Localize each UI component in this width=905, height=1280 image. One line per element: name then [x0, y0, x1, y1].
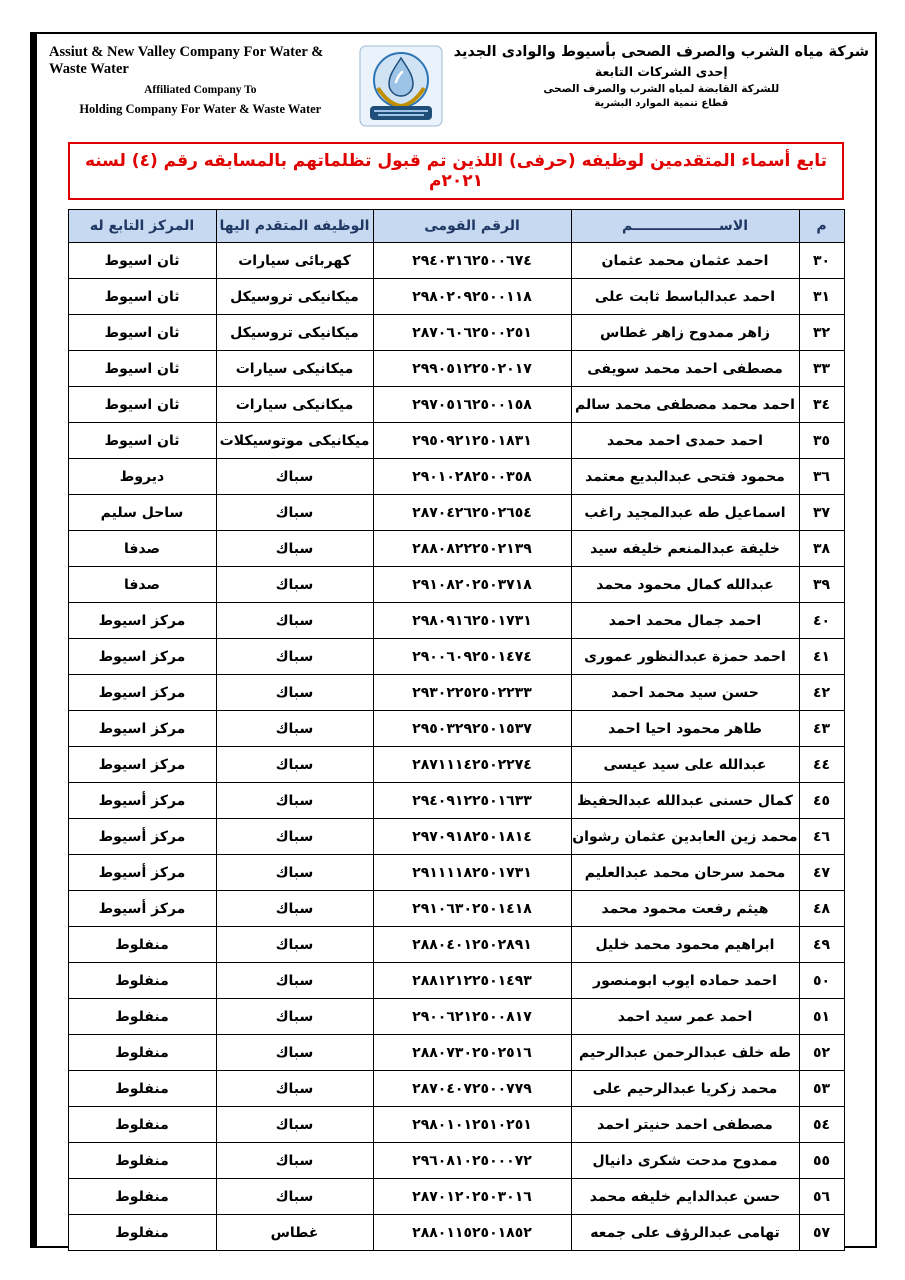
cell-name: احمد حمدى احمد محمد: [571, 423, 799, 459]
cell-job: سباك: [216, 855, 373, 891]
cell-job: كهربائى سيارات: [216, 243, 373, 279]
cell-center: مركز اسيوط: [68, 639, 216, 675]
cell-id: ٢٩٨٠١٠١٢٥١٠٢٥١: [373, 1107, 571, 1143]
cell-no: ٥٦: [799, 1179, 844, 1215]
cell-center: منفلوط: [68, 1179, 216, 1215]
cell-job: ميكانيكى سيارات: [216, 351, 373, 387]
cell-center: مركز اسيوط: [68, 711, 216, 747]
cell-no: ٥٥: [799, 1143, 844, 1179]
table-row: [68, 747, 844, 783]
cell-job: سباك: [216, 1071, 373, 1107]
cell-center: ديروط: [68, 459, 216, 495]
cell-no: ٤٠: [799, 603, 844, 639]
cell-no: ٣٧: [799, 495, 844, 531]
cell-no: ٥٠: [799, 963, 844, 999]
cell-id: ٢٩٩٠٥١٢٢٥٠٢٠١٧: [373, 351, 571, 387]
cell-center: مركز أسيوط: [68, 819, 216, 855]
cell-job: سباك: [216, 963, 373, 999]
cell-job: سباك: [216, 495, 373, 531]
table-row: [68, 495, 844, 531]
applicants-table: [68, 209, 845, 1251]
column-header-number: م: [799, 210, 844, 243]
cell-name: احمد عثمان محمد عثمان: [571, 243, 799, 279]
cell-job: غطاس: [216, 1215, 373, 1251]
cell-no: ٣٩: [799, 567, 844, 603]
cell-id: ٢٩٨٠٢٠٩٢٥٠٠١١٨: [373, 279, 571, 315]
cell-name: محمد زين العابدين عثمان رشوان: [571, 819, 799, 855]
company-name-ar-line3: للشركة القابضة لمياه الشرب والصرف الصحى: [543, 83, 780, 95]
cell-center: مركز أسيوط: [68, 783, 216, 819]
table-row: [68, 855, 844, 891]
cell-no: ٥٣: [799, 1071, 844, 1107]
table-row: [68, 1071, 844, 1107]
cell-center: ثان اسيوط: [68, 243, 216, 279]
cell-center: منفلوط: [68, 999, 216, 1035]
cell-id: ٢٨٧٠٤٢٦٢٥٠٢٦٥٤: [373, 495, 571, 531]
cell-no: ٥٢: [799, 1035, 844, 1071]
cell-no: ٣١: [799, 279, 844, 315]
company-logo: [358, 44, 444, 128]
cell-job: سباك: [216, 747, 373, 783]
cell-no: ٣٠: [799, 243, 844, 279]
cell-id: ٢٩٥٠٩٢١٢٥٠١٨٣١: [373, 423, 571, 459]
cell-id: ٢٩٥٠٣٢٩٢٥٠١٥٣٧: [373, 711, 571, 747]
cell-job: سباك: [216, 927, 373, 963]
table-row: [68, 567, 844, 603]
table-row: [68, 639, 844, 675]
cell-no: ٤١: [799, 639, 844, 675]
cell-center: ثان اسيوط: [68, 387, 216, 423]
cell-job: سباك: [216, 531, 373, 567]
cell-no: ٤٧: [799, 855, 844, 891]
cell-id: ٢٩٠١٠٢٨٢٥٠٠٣٥٨: [373, 459, 571, 495]
cell-no: ٤٣: [799, 711, 844, 747]
cell-id: ٢٨٨٠٨٢٢٢٥٠٢١٣٩: [373, 531, 571, 567]
cell-name: طه خلف عبدالرحمن عبدالرحيم: [571, 1035, 799, 1071]
cell-center: مركز اسيوط: [68, 675, 216, 711]
cell-center: ثان اسيوط: [68, 351, 216, 387]
cell-job: سباك: [216, 1143, 373, 1179]
cell-name: احمد جمال محمد احمد: [571, 603, 799, 639]
cell-no: ٤٦: [799, 819, 844, 855]
cell-name: احمد محمد مصطفى محمد سالم: [571, 387, 799, 423]
cell-no: ٥٧: [799, 1215, 844, 1251]
table-row: [68, 1143, 844, 1179]
table-row: [68, 1107, 844, 1143]
column-header-job: الوظيفه المتقدم اليها: [216, 210, 373, 243]
cell-center: ثان اسيوط: [68, 315, 216, 351]
cell-center: مركز أسيوط: [68, 855, 216, 891]
cell-name: كمال حسنى عبدالله عبدالحفيظ: [571, 783, 799, 819]
cell-center: منفلوط: [68, 927, 216, 963]
cell-id: ٢٩٤٠٩١٢٢٥٠١٦٣٣: [373, 783, 571, 819]
cell-id: ٢٨٨٠٤٠١٢٥٠٢٨٩١: [373, 927, 571, 963]
cell-center: منفلوط: [68, 1035, 216, 1071]
cell-id: ٢٨٧٠١٢٠٢٥٠٣٠١٦: [373, 1179, 571, 1215]
table-row: [68, 675, 844, 711]
cell-id: ٢٩٨٠٩١٦٢٥٠١٧٣١: [373, 603, 571, 639]
cell-job: ميكانيكى تروسيكل: [216, 315, 373, 351]
table-row: [68, 459, 844, 495]
table-row: [68, 531, 844, 567]
cell-id: ٢٩١٠٨٢٠٢٥٠٣٧١٨: [373, 567, 571, 603]
cell-job: سباك: [216, 459, 373, 495]
cell-id: ٢٩٦٠٨١٠٢٥٠٠٠٧٢: [373, 1143, 571, 1179]
company-name-ar-line2: إحدى الشركات التابعة: [594, 64, 728, 79]
cell-name: احمد عبدالباسط ثابت على: [571, 279, 799, 315]
cell-no: ٥٤: [799, 1107, 844, 1143]
column-header-name: الاســــــــــــــــــم: [571, 210, 799, 243]
cell-center: منفلوط: [68, 1107, 216, 1143]
cell-center: صدفا: [68, 531, 216, 567]
cell-id: ٢٩١١١١٨٢٥٠١٧٣١: [373, 855, 571, 891]
company-name-ar-line4: قطاع تنمية الموارد البشرية: [594, 98, 729, 109]
table-row: [68, 1215, 844, 1251]
cell-id: ٢٨٨٠١١٥٢٥٠١٨٥٢: [373, 1215, 571, 1251]
company-name-ar-line1: شركة مياه الشرب والصرف الصحى بأسيوط والوادى الجديد: [453, 44, 869, 60]
cell-id: ٢٩٧٠٥١٦٢٥٠٠١٥٨: [373, 387, 571, 423]
cell-id: ٢٩٠٠٦٢١٢٥٠٠٨١٧: [373, 999, 571, 1035]
table-row: [68, 351, 844, 387]
cell-name: عبدالله كمال محمود محمد: [571, 567, 799, 603]
cell-no: ٥١: [799, 999, 844, 1035]
cell-job: سباك: [216, 567, 373, 603]
table-row: [68, 315, 844, 351]
company-water-emblem-icon: [358, 44, 444, 128]
cell-name: خليفة عبدالمنعم خليفه سيد: [571, 531, 799, 567]
cell-id: ٢٩٠٠٦٠٩٢٥٠١٤٧٤: [373, 639, 571, 675]
cell-job: سباك: [216, 639, 373, 675]
cell-center: صدفا: [68, 567, 216, 603]
cell-no: ٣٦: [799, 459, 844, 495]
cell-no: ٤٤: [799, 747, 844, 783]
cell-id: ٢٨٨٠٧٣٠٢٥٠٢٥١٦: [373, 1035, 571, 1071]
cell-center: مركز اسيوط: [68, 603, 216, 639]
company-name-en-line2: Affiliated Company To: [144, 84, 257, 96]
table-row: [68, 927, 844, 963]
cell-id: ٢٩٣٠٢٢٥٢٥٠٢٢٣٣: [373, 675, 571, 711]
cell-name: حسن عبدالدايم خليفه محمد: [571, 1179, 799, 1215]
table-row: [68, 423, 844, 459]
column-header-center: المركز التابع له: [68, 210, 216, 243]
cell-name: زاهر ممدوح زاهر غطاس: [571, 315, 799, 351]
cell-name: مصطفى احمد حنيتر احمد: [571, 1107, 799, 1143]
cell-id: ٢٩٧٠٩١٨٢٥٠١٨١٤: [373, 819, 571, 855]
cell-name: احمد حماده ايوب ابومنصور: [571, 963, 799, 999]
cell-id: ٢٩٤٠٣١٦٢٥٠٠٦٧٤: [373, 243, 571, 279]
cell-name: احمد عمر سيد احمد: [571, 999, 799, 1035]
cell-name: احمد حمزة عبدالنظور عمورى: [571, 639, 799, 675]
cell-center: مركز أسيوط: [68, 891, 216, 927]
table-row: [68, 891, 844, 927]
cell-name: مصطفى احمد محمد سويفى: [571, 351, 799, 387]
cell-name: محمد سرحان محمد عبدالعليم: [571, 855, 799, 891]
cell-id: ٢٨٨١٢١٢٢٥٠١٤٩٣: [373, 963, 571, 999]
cell-no: ٤٥: [799, 783, 844, 819]
cell-job: سباك: [216, 999, 373, 1035]
cell-job: سباك: [216, 783, 373, 819]
cell-id: ٢٩١٠٦٣٠٢٥٠١٤١٨: [373, 891, 571, 927]
company-name-en-line1: Assiut & New Valley Company For Water & Waste Water: [49, 44, 324, 77]
cell-center: منفلوط: [68, 1071, 216, 1107]
cell-id: ٢٨٧١١١٤٢٥٠٢٢٧٤: [373, 747, 571, 783]
cell-no: ٤٩: [799, 927, 844, 963]
table-row: [68, 243, 844, 279]
table-row: [68, 963, 844, 999]
cell-name: عبدالله على سيد عيسى: [571, 747, 799, 783]
table-row: [68, 1035, 844, 1071]
column-header-national-id: الرقم القومى: [373, 210, 571, 243]
cell-name: حسن سيد محمد احمد: [571, 675, 799, 711]
table-row: [68, 1179, 844, 1215]
table-header-row: [68, 210, 844, 243]
cell-center: مركز اسيوط: [68, 747, 216, 783]
cell-no: ٣٢: [799, 315, 844, 351]
letterhead: [37, 34, 875, 128]
cell-id: ٢٨٧٠٤٠٧٢٥٠٠٧٧٩: [373, 1071, 571, 1107]
cell-job: سباك: [216, 603, 373, 639]
cell-job: ميكانيكى موتوسيكلات: [216, 423, 373, 459]
cell-no: ٤٨: [799, 891, 844, 927]
cell-job: سباك: [216, 1107, 373, 1143]
cell-job: سباك: [216, 891, 373, 927]
cell-center: منفلوط: [68, 1215, 216, 1251]
cell-job: ميكانيكى سيارات: [216, 387, 373, 423]
cell-center: منفلوط: [68, 1143, 216, 1179]
cell-job: سباك: [216, 1179, 373, 1215]
cell-job: سباك: [216, 711, 373, 747]
table-row: [68, 819, 844, 855]
table-row: [68, 279, 844, 315]
cell-job: سباك: [216, 675, 373, 711]
cell-no: ٤٢: [799, 675, 844, 711]
cell-center: منفلوط: [68, 963, 216, 999]
cell-center: ثان اسيوط: [68, 279, 216, 315]
cell-id: ٢٨٧٠٦٠٦٢٥٠٠٢٥١: [373, 315, 571, 351]
cell-name: طاهر محمود احيا احمد: [571, 711, 799, 747]
cell-center: ثان اسيوط: [68, 423, 216, 459]
cell-name: ابراهيم محمود محمد خليل: [571, 927, 799, 963]
cell-center: ساحل سليم: [68, 495, 216, 531]
table-row: [68, 603, 844, 639]
applicants-tbody: [68, 243, 844, 1251]
cell-no: ٣٣: [799, 351, 844, 387]
table-row: [68, 999, 844, 1035]
page-border-frame: [30, 32, 877, 1248]
document-title: تابع أسماء المتقدمين لوظيفه (حرفى) اللذين تم قبول تظلماتهم بالمسابقه رقم (٤) لسنه ٢٠٢١م: [68, 142, 844, 200]
cell-job: ميكانيكى تروسيكل: [216, 279, 373, 315]
table-row: [68, 711, 844, 747]
table-row: [68, 783, 844, 819]
cell-name: محمود فتحى عبدالبديع معتمد: [571, 459, 799, 495]
cell-job: سباك: [216, 1035, 373, 1071]
cell-no: ٣٤: [799, 387, 844, 423]
company-name-en-line3: Holding Company For Water & Waste Water: [79, 102, 322, 116]
table-row: [68, 387, 844, 423]
cell-name: تهامى عبدالرؤف على جمعه: [571, 1215, 799, 1251]
cell-name: ممدوح مدحت شكرى دانيال: [571, 1143, 799, 1179]
cell-no: ٣٨: [799, 531, 844, 567]
cell-name: محمد زكريا عبدالرحيم على: [571, 1071, 799, 1107]
cell-name: اسماعيل طه عبدالمجيد راغب: [571, 495, 799, 531]
cell-name: هيثم رفعت محمود محمد: [571, 891, 799, 927]
company-name-english: [49, 44, 352, 117]
company-name-arabic: [450, 44, 869, 109]
cell-job: سباك: [216, 819, 373, 855]
cell-no: ٣٥: [799, 423, 844, 459]
